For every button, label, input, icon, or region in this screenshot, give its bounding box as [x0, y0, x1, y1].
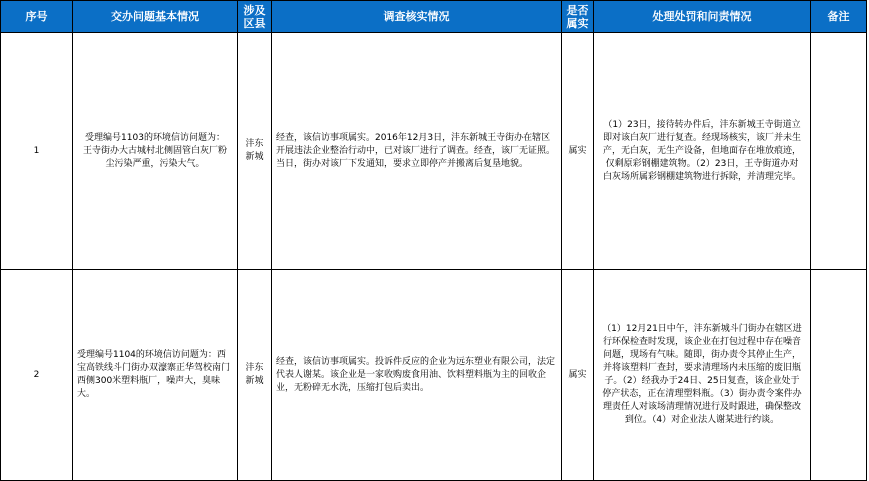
cell-verified[interactable]: 属实 — [562, 270, 594, 481]
cell-district[interactable]: 沣东新城 — [238, 33, 272, 270]
cell-issue[interactable]: 受理编号1104的环境信访问题为：西宝高铁线斗门街办双濠寨正华驾校南门西侧300米塑料瓶厂，噪声大，臭味大。 — [73, 270, 238, 481]
table-row — [1, 33, 867, 270]
cell-seq[interactable]: 2 — [1, 270, 73, 481]
header-investigation[interactable]: 调查核实情况 — [272, 1, 562, 33]
header-district[interactable]: 涉及区县 — [238, 1, 272, 33]
cell-investigation[interactable]: 经查，该信访事项属实。2016年12月3日，沣东新城王寺街办在辖区开展违法企业整治行动中，已对该厂进行了调查。经查，该厂无证照。当日，街办对该厂下发通知，要求立即停产并搬离后复垦地貌。 — [272, 33, 562, 270]
cell-remarks[interactable] — [811, 33, 867, 270]
cell-issue[interactable]: 受理编号1103的环境信访问题为：王寺街办大古城村北侧固管白灰厂粉尘污染严重，污染大气。 — [73, 33, 238, 270]
cell-handling[interactable]: （1）12月21日中午，沣东新城斗门街办在辖区进行环保检查时发现，该企业在打包过程中存在噪音问题，现场有气味。随即，街办责令其停止生产，并将该塑料厂查封，要求清理场内未压缩的废旧瓶子。（2）经我办于24日、25日复查，该企业处于停产状态，正在清理塑料瓶。（3）街办责令案件办理责任人对该场清理情况进行及时跟进，确保整改到位。（4）对企业法人谢某进行约谈。 — [594, 270, 811, 481]
header-remarks[interactable]: 备注 — [811, 1, 867, 33]
cell-district[interactable]: 沣东新城 — [238, 270, 272, 481]
header-row — [1, 1, 867, 33]
cell-handling[interactable]: （1）23日，接待转办件后，沣东新城王寺街道立即对该白灰厂进行复查。经现场核实，该厂并未生产，无白灰，无生产设备，但地面存在堆放痕迹，仅剩原彩钢棚建筑物。（2）23日，王寺街道办对白灰场所属彩钢棚建筑物进行拆除，并清理完毕。 — [594, 33, 811, 270]
header-handling[interactable]: 处理处罚和问责情况 — [594, 1, 811, 33]
header-seq[interactable]: 序号 — [1, 1, 73, 33]
header-verified[interactable]: 是否属实 — [562, 1, 594, 33]
cell-remarks[interactable] — [811, 270, 867, 481]
cell-investigation[interactable]: 经查，该信访事项属实。投诉件反应的企业为远东塑业有限公司，法定代表人谢某。该企业是一家收购废食用油、饮料塑料瓶为主的回收企业，无粉碎无水洗，压缩打包后卖出。 — [272, 270, 562, 481]
table-row — [1, 270, 867, 481]
cell-verified[interactable]: 属实 — [562, 33, 594, 270]
header-issue[interactable]: 交办问题基本情况 — [73, 1, 238, 33]
cell-seq[interactable]: 1 — [1, 33, 73, 270]
